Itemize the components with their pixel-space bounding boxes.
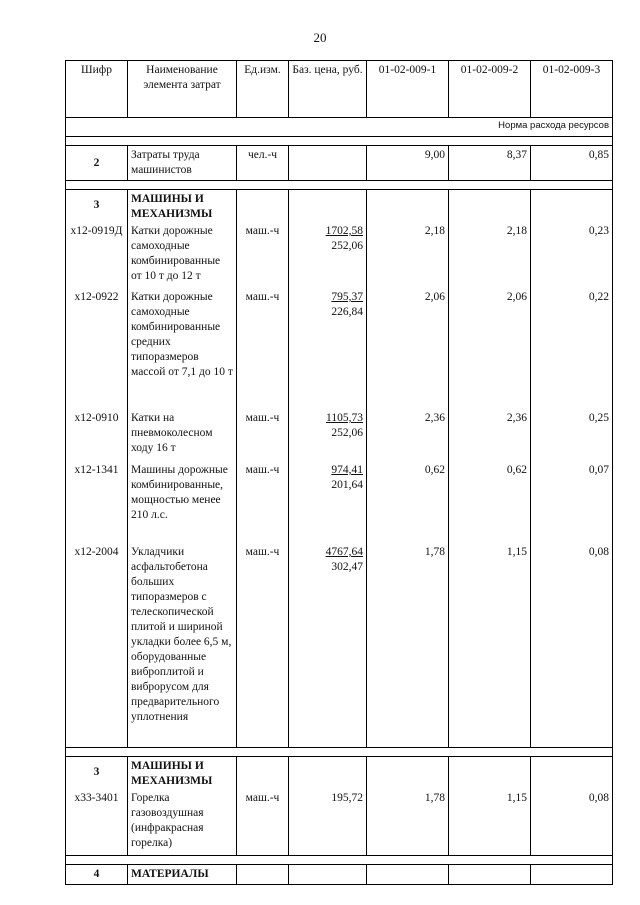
labor-v1: 9,00 <box>367 146 449 181</box>
machine-v2: 2,36 <box>449 409 531 461</box>
machine-name: Катки дорожные самоходные комбинированные средних типоразмеров массой от 7,1 до 10 т <box>128 286 237 409</box>
machine-v3: 0,08 <box>531 789 613 856</box>
machine-price: 4767,64 <box>325 546 363 558</box>
machine-name: Машины дорожные комбинированные, мощностью менее 210 л.с. <box>128 461 237 543</box>
labor-row <box>66 146 613 181</box>
machine-v3: 0,22 <box>531 286 613 409</box>
materials-section-title: МАТЕРИАЛЫ <box>131 868 209 880</box>
machine-price-2: 226,84 <box>331 306 363 318</box>
header-col1: 01-02-009-1 <box>367 61 449 118</box>
resource-table <box>65 60 613 885</box>
table-row <box>66 543 613 748</box>
machine-code: х12-0910 <box>66 409 128 461</box>
machine-code: х12-1341 <box>66 461 128 543</box>
machine-name: Горелка газовоздушная (инфракрасная горелка) <box>128 789 237 856</box>
norm-row <box>66 118 613 137</box>
machine-v3: 0,08 <box>531 543 613 748</box>
header-unit: Ед.изм. <box>237 61 289 118</box>
machine-name: Укладчики асфальтобетона больших типоразмеров с телескопической плитой и шириной укладки более 6,5 м, оборудованные виброплитой и виброрусом для предварительного уплотнения <box>128 543 237 748</box>
labor-name: Затраты труда машинистов <box>128 146 237 181</box>
machine-v1: 1,78 <box>367 543 449 748</box>
machine-name: Катки дорожные самоходные комбинированные от 10 т до 12 т <box>128 222 237 286</box>
machine-v1: 2,36 <box>367 409 449 461</box>
machines-section-2-num: 3 <box>93 766 100 778</box>
machine-v3: 0,07 <box>531 461 613 543</box>
materials-section-row <box>66 865 613 885</box>
labor-unit: чел.-ч <box>237 146 289 181</box>
machine-v3: 0,25 <box>531 409 613 461</box>
machine-price-2: 302,47 <box>331 561 363 573</box>
machines-section-row <box>66 190 613 223</box>
labor-v2: 8,37 <box>449 146 531 181</box>
header-code: Шифр <box>66 61 128 118</box>
machine-v2: 1,15 <box>449 789 531 856</box>
machine-v3: 0,23 <box>531 222 613 286</box>
machine-v2: 0,62 <box>449 461 531 543</box>
machine-unit: маш.-ч <box>237 543 289 748</box>
machine-unit: маш.-ч <box>237 461 289 543</box>
machine-v2: 2,18 <box>449 222 531 286</box>
header-col2: 01-02-009-2 <box>449 61 531 118</box>
machines-section-title: МАШИНЫ И МЕХАНИЗМЫ <box>131 193 213 220</box>
table-row <box>66 286 613 409</box>
table-row <box>66 789 613 856</box>
machine-price: 195,72 <box>289 789 367 856</box>
machine-v1: 2,06 <box>367 286 449 409</box>
machine-code: х12-0922 <box>66 286 128 409</box>
machines-section-2-row <box>66 757 613 790</box>
header-name: Наименование элемента затрат <box>128 61 237 118</box>
machine-v1: 2,18 <box>367 222 449 286</box>
machine-price: 1105,73 <box>326 412 363 424</box>
table-header-row <box>66 61 613 118</box>
machine-code: х12-0919Д <box>66 222 128 286</box>
machine-code: х12-2004 <box>66 543 128 748</box>
machines-section-2-title: МАШИНЫ И МЕХАНИЗМЫ <box>131 760 213 787</box>
norm-label: Норма расхода ресурсов <box>66 118 613 137</box>
machine-unit: маш.-ч <box>237 409 289 461</box>
header-price: Баз. цена, руб. <box>289 61 367 118</box>
machine-unit: маш.-ч <box>237 789 289 856</box>
table-row <box>66 222 613 286</box>
labor-v3: 0,85 <box>531 146 613 181</box>
machine-v2: 2,06 <box>449 286 531 409</box>
machine-price: 974,41 <box>331 464 363 476</box>
machine-price: 1702,58 <box>325 225 363 237</box>
page-number: 20 <box>313 30 327 45</box>
table-row <box>66 409 613 461</box>
machine-price-2: 201,64 <box>331 479 363 491</box>
machine-price-2: 252,06 <box>331 240 363 252</box>
machine-price-2: 252,06 <box>331 427 363 439</box>
header-col3: 01-02-009-3 <box>531 61 613 118</box>
labor-code: 2 <box>93 156 100 169</box>
machine-v2: 1,15 <box>449 543 531 748</box>
machine-v1: 0,62 <box>367 461 449 543</box>
machine-price: 795,37 <box>331 291 363 303</box>
table-row <box>66 461 613 543</box>
machine-name: Катки на пневмоколесном ходу 16 т <box>128 409 237 461</box>
machine-code: х33-3401 <box>66 789 128 856</box>
machine-unit: маш.-ч <box>237 286 289 409</box>
machines-section-num: 3 <box>93 199 100 211</box>
machine-v1: 1,78 <box>367 789 449 856</box>
materials-section-num: 4 <box>93 868 100 880</box>
machine-unit: маш.-ч <box>237 222 289 286</box>
